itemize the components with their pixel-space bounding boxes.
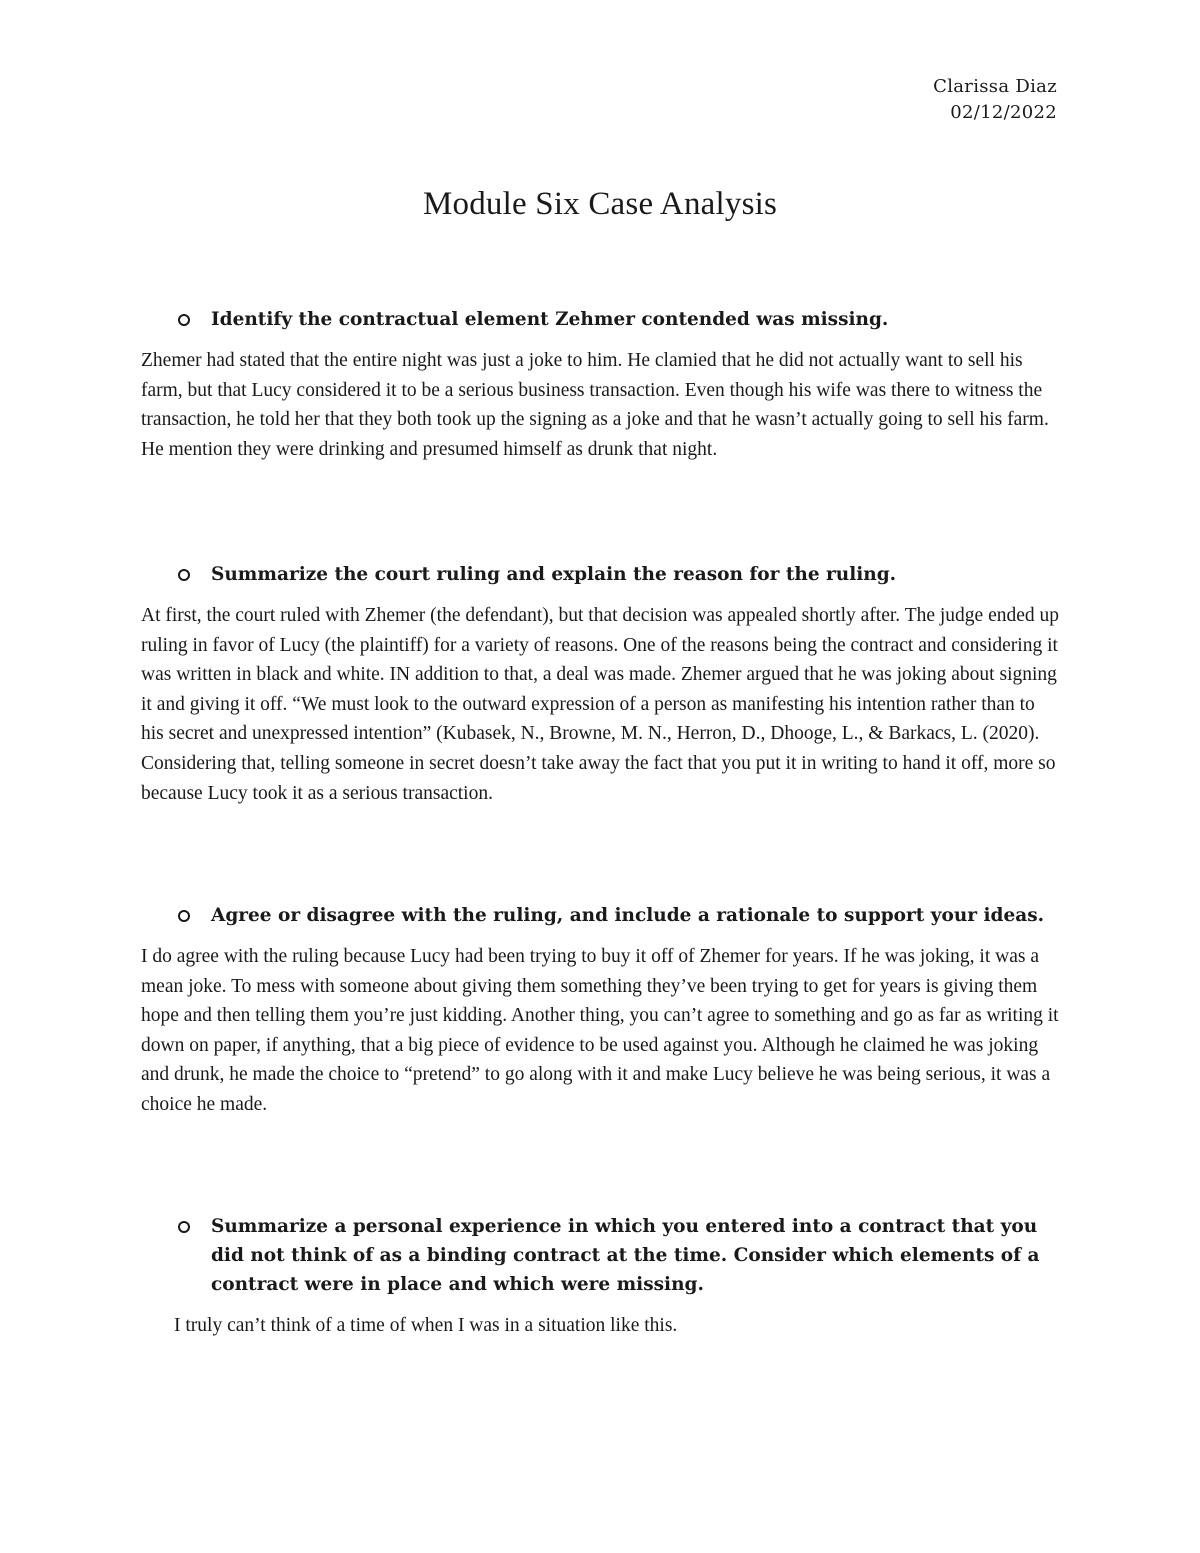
- answer-paragraph: I do agree with the ruling because Lucy had been trying to buy it off of Zhemer for years. If he was joking, it was a mean joke. To mess with someone about giving them something they’ve been trying to get for years is giving them hope and then telling them you’re just kidding. Another thing, you can’t agree to something and go as far as writing it down on paper, if anything, that a big piece of evidence to be used against you. Although he claimed he was joking and drunk, he made the choice to “pretend” to go along with it and make Lucy believe he was being serious, it was a choice he made.: [141, 946, 1059, 1115]
- header-block: [933, 74, 1057, 126]
- question-text: Summarize a personal experience in which you entered into a contract that you did not think of as a binding contract at the time. Consider which elements of a contract were in place and which were missing.: [211, 1216, 1040, 1295]
- question-text: Summarize the court ruling and explain the reason for the ruling.: [211, 564, 897, 585]
- hollow-bullet-icon: [178, 314, 190, 326]
- hollow-bullet-icon: [178, 1221, 190, 1233]
- answer-paragraph: I truly can’t think of a time of when I was in a situation like this.: [174, 1315, 678, 1336]
- section-2: [141, 560, 1061, 808]
- question-heading: [141, 305, 1061, 334]
- question-text: Agree or disagree with the ruling, and include a rationale to support your ideas.: [211, 905, 1045, 926]
- hollow-bullet-icon: [178, 569, 190, 581]
- section-3: [141, 901, 1061, 1120]
- hollow-bullet-icon: [178, 910, 190, 922]
- page-title: Module Six Case Analysis: [422, 186, 778, 222]
- answer-paragraph: At first, the court ruled with Zhemer (the defendant), but that decision was appealed shortly after. The judge ended up ruling in favor of Lucy (the plaintiff) for a variety of reasons. One of the reasons being the contract and considering it was written in black and white. IN addition to that, a deal was made. Zhemer argued that he was joking about signing it and giving it off. “We must look to the outward expression of a person as manifesting his intention rather than to his secret and unexpressed intention” (Kubasek, N., Browne, M. N., Herron, D., Dhooge, L., & Barkacs, L. (2020). Considering that, telling someone in secret doesn’t take away the fact that you put it in writing to hand it off, more so because Lucy took it as a serious transaction.: [141, 605, 1060, 804]
- question-heading: [141, 560, 1061, 589]
- author-name: Clarissa Diaz: [933, 76, 1057, 97]
- question-heading: [141, 901, 1061, 930]
- section-1: [141, 305, 1061, 464]
- question-heading: [141, 1212, 1061, 1299]
- answer-paragraph: Zhemer had stated that the entire night was just a joke to him. He clamied that he did not actually want to sell his farm, but that Lucy considered it to be a serious business transaction. Even though his wife was there to witness the transaction, he told her that they both took up the signing as a joke and that he wasn’t actually going to sell his farm. He mention they were drinking and presumed himself as drunk that night.: [141, 350, 1049, 460]
- document-date: 02/12/2022: [950, 102, 1057, 123]
- question-text: Identify the contractual element Zehmer contended was missing.: [211, 309, 889, 330]
- section-4: [141, 1212, 1061, 1341]
